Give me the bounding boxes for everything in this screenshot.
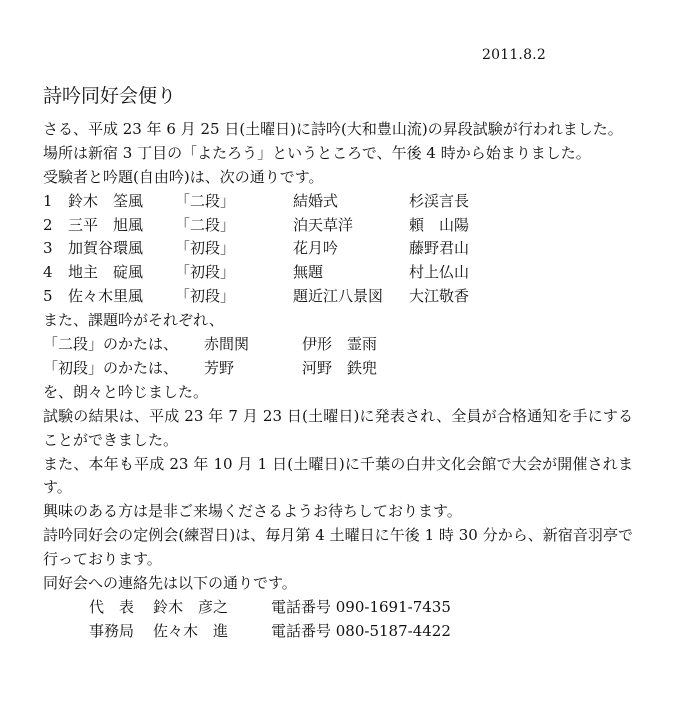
examinee-number: 2 — [43, 215, 53, 234]
examinee-poem-author: 大江敬香 — [409, 287, 470, 306]
examinee-name: 地主 碇風 — [68, 263, 144, 282]
contact-list — [43, 596, 633, 644]
contact-phone: 電話番号 090-1691-7435 — [271, 597, 451, 616]
contact-row — [43, 596, 633, 620]
examinee-row — [43, 214, 633, 238]
topic-rank-label: 「二段」のかたは、 — [43, 335, 179, 354]
after-paragraph-5: 詩吟同好会の定例会(練習日)は、毎月第 4 土曜日に午後 1 時 30 分から、新宿音羽亭で行っております。 — [43, 526, 633, 569]
after-paragraph-3: また、本年も平成 23 年 10 月 1 日(土曜日)に千葉の白井文化会館で大会が開催されます。 — [43, 454, 633, 497]
topic-rank-label: 「初段」のかたは、 — [43, 358, 179, 377]
examinee-number: 5 — [43, 287, 53, 306]
examinee-name: 鈴木 筌風 — [68, 191, 144, 210]
examinee-poem-author: 頼 山陽 — [409, 215, 470, 234]
intro-paragraph-2: 場所は新宿 3 丁目の「よたろう」というところで、午後 4 時から始まりました。 — [43, 143, 591, 162]
contact-phone: 電話番号 080-5187-4422 — [271, 621, 451, 640]
examinee-row — [43, 261, 633, 285]
contact-role: 代 表 — [89, 597, 135, 616]
examinee-number: 3 — [43, 239, 53, 258]
examinee-name: 佐々木里風 — [68, 287, 144, 306]
examinee-poem: 花月吟 — [293, 239, 339, 258]
after-paragraph-1: を、朗々と吟じました。 — [43, 382, 209, 401]
examinee-poem: 結婚式 — [293, 191, 339, 210]
examinee-rank: 「二段」 — [175, 191, 236, 210]
examinee-poem: 無題 — [293, 263, 324, 282]
after-paragraph-6: 同好会への連絡先は以下の通りです。 — [43, 574, 297, 593]
topic-poem: 赤間関 — [204, 335, 250, 354]
examinee-name: 加賀谷環風 — [68, 239, 144, 258]
topic-poem: 芳野 — [204, 358, 235, 377]
after-paragraph-2: 試験の結果は、平成 23 年 7 月 23 日(土曜日)に発表され、全員が合格通知を手にすることができました。 — [43, 406, 633, 449]
examinee-poem-author: 杉渓言長 — [409, 191, 470, 210]
topic-row — [43, 333, 633, 357]
examinee-poem-author: 藤野君山 — [409, 239, 470, 258]
examinee-number: 1 — [43, 191, 53, 210]
examinee-poem: 題近江八景図 — [293, 287, 384, 306]
document-body — [43, 118, 633, 644]
examinee-number: 4 — [43, 263, 53, 282]
contact-row — [43, 620, 633, 644]
contact-name: 鈴木 彦之 — [153, 597, 229, 616]
examinee-rank: 「初段」 — [175, 287, 236, 306]
contact-role: 事務局 — [89, 621, 135, 640]
document-date: 2011.8.2 — [482, 47, 546, 63]
contact-name: 佐々木 進 — [153, 621, 229, 640]
examinee-list — [43, 190, 633, 309]
topic-list — [43, 333, 633, 381]
examinee-row — [43, 285, 633, 309]
after-paragraph-4: 興味のある方は是非ご来場くださるようお待ちしております。 — [43, 502, 462, 521]
examinee-poem: 泊天草洋 — [293, 215, 354, 234]
examinee-rank: 「初段」 — [175, 239, 236, 258]
examinee-rank: 「初段」 — [175, 263, 236, 282]
intro-paragraph-3: 受験者と吟題(自由吟)は、次の通りです。 — [43, 167, 324, 186]
examinee-name: 三平 旭風 — [68, 215, 144, 234]
examinee-row — [43, 237, 633, 261]
document-title: 詩吟同好会便り — [43, 85, 177, 107]
topic-poem-author: 河野 鉄兜 — [302, 358, 378, 377]
examinee-row — [43, 190, 633, 214]
examinee-poem-author: 村上仏山 — [409, 263, 470, 282]
topic-poem-author: 伊形 霊雨 — [302, 335, 378, 354]
topic-intro: また、課題吟がそれぞれ、 — [43, 311, 224, 330]
topic-row — [43, 357, 633, 381]
examinee-rank: 「二段」 — [175, 215, 236, 234]
intro-paragraph-1: さる、平成 23 年 6 月 25 日(土曜日)に詩吟(大和豊山流)の昇段試験が行われました。 — [43, 120, 623, 138]
